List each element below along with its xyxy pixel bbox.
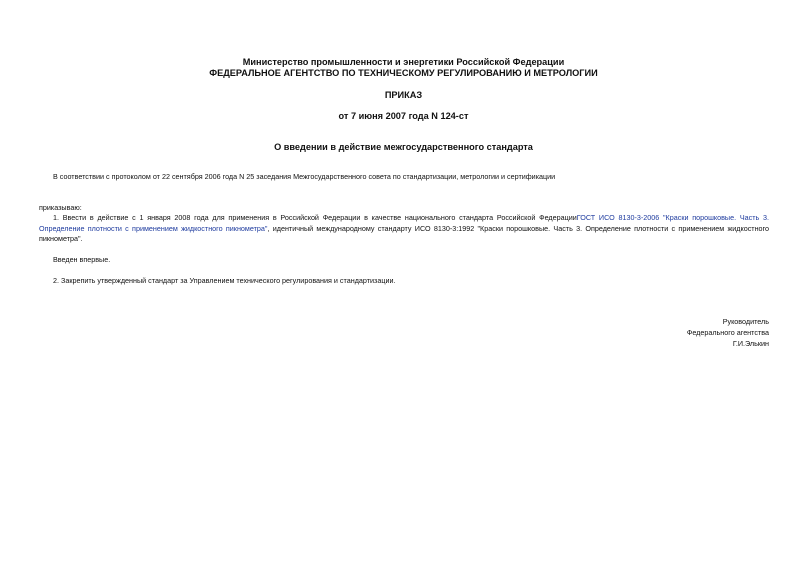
agency-title: ФЕДЕРАЛЬНОЕ АГЕНТСТВО ПО ТЕХНИЧЕСКОМУ РЕГУЛИРОВАНИЮ И МЕТРОЛОГИИ	[209, 68, 598, 78]
signature-name: Г.И.Элькин	[732, 339, 769, 348]
item-1-text-after: , идентичный международному стандарту ИСО 8130-3:1992 "Краски порошковые. Часть 3. Определение плотности с применением жидкостного пикнометра".	[39, 223, 770, 243]
item-1-text-before: 1. Ввести в действие с 1 января 2008 года для применения в Российской Федерации в качестве национального стандарта Российской Федерации	[53, 213, 577, 222]
doc-type-title: ПРИКАЗ	[384, 90, 423, 100]
subject-title: О введении в действие межгосударственного стандарта	[274, 142, 533, 152]
order-word: приказываю:	[39, 203, 82, 212]
standard-link[interactable]: ГОСТ ИСО 8130-3-2006 "Краски порошковые. Часть 3. Определение плотности с применением жидкостного пикнометра"	[39, 213, 769, 233]
signature-position: Руководитель	[722, 317, 769, 326]
preamble-text: В соответствии с протоколом от 22 сентября 2006 года N 25 заседания Межгосударственного совета по стандартизации, метрологии и сертификации	[53, 172, 556, 181]
item-1-paragraph	[39, 213, 769, 245]
item-2-text: 2. Закрепить утвержденный стандарт за Управлением технического регулирования и стандартизации.	[53, 276, 396, 285]
signature-agency: Федерального агентства	[686, 328, 769, 337]
date-number: от 7 июня 2007 года N 124-ст	[338, 111, 469, 121]
ministry-title: Министерство промышленности и энергетики Российской Федерации	[242, 57, 565, 67]
first-intro-text: Введен впервые.	[53, 255, 111, 264]
